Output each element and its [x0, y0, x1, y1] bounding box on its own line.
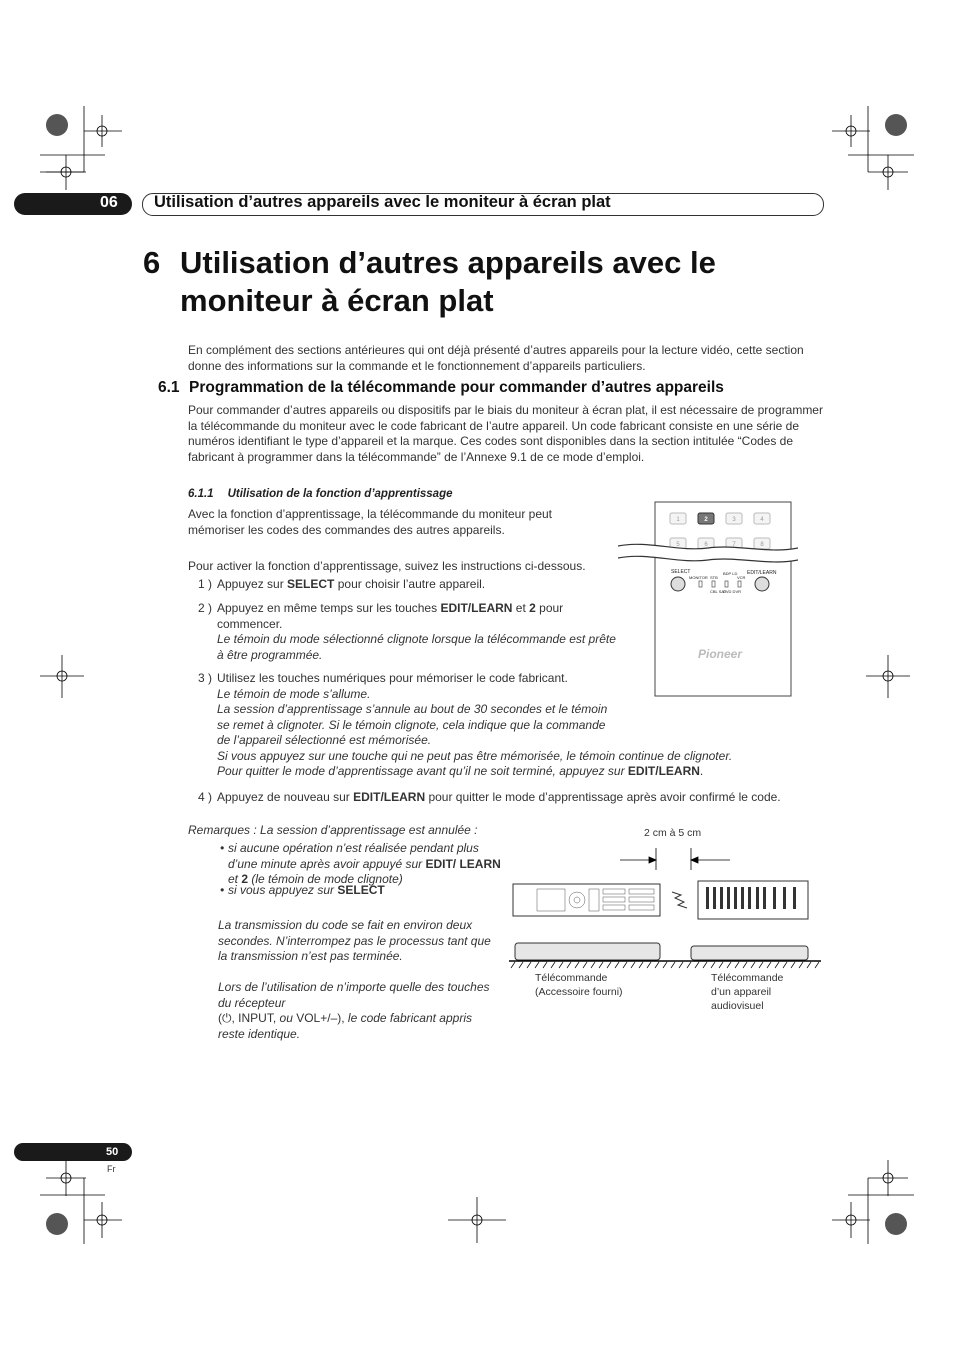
key-1: 1: [676, 517, 680, 523]
subsection-number: 6.1.1: [188, 488, 214, 500]
subsection-text-2: Pour activer la fonction d’apprentissage, suivez les instructions ci-dessous.: [188, 559, 586, 573]
remark-text: Lors de l’utilisation de n’importe quelle des touches du récepteur: [218, 980, 490, 1010]
page-language: Fr: [107, 1164, 116, 1174]
label-supplied-remote: Télécommande (Accessoire fourni): [535, 972, 623, 998]
select-label: SELECT: [671, 569, 691, 575]
subsection-heading: [188, 488, 453, 500]
key-3: 3: [732, 517, 736, 523]
key-name: EDIT/LEARN: [440, 601, 513, 615]
step-number: 2 ): [198, 601, 213, 615]
label-av-remote: Télécommande d’un appareil audiovisuel: [711, 972, 784, 1012]
subsection-text-1: Avec la fonction d’apprentissage, la télécommande du moniteur peut mémoriser les codes des commandes des autres appareils.: [188, 507, 553, 537]
mode-vcr: VCR: [737, 575, 746, 580]
key-8: 8: [760, 542, 764, 548]
step-text: Appuyez sur: [217, 577, 288, 591]
remark-text: VOL+/–),: [292, 1011, 348, 1025]
step-text: pour choisir l’autre appareil.: [334, 577, 486, 591]
step-text: pour quitter le mode d’apprentissage après avoir confirmé le code.: [425, 790, 781, 804]
header-title: Utilisation d’autres appareils avec le moniteur à écran plat: [154, 193, 611, 211]
title-text: Utilisation d’autres appareils avec le moniteur à écran plat: [180, 245, 716, 318]
remark-text: (: [218, 1011, 222, 1025]
step-note: Le témoin de mode s’allume.: [217, 686, 371, 701]
key-2: 2: [704, 517, 708, 523]
key-4: 4: [760, 517, 764, 523]
remark-text: ou: [279, 1011, 293, 1025]
key-7: 7: [732, 542, 736, 548]
remark-text: le code fabricant appris reste identique.: [218, 1011, 472, 1041]
section-title: Programmation de la télécommande pour commander d’autres appareils: [189, 379, 724, 396]
remote-control-illustration: [618, 500, 798, 700]
mode-stb: STB: [710, 575, 718, 580]
step-note: Si vous appuyez sur une touche qui ne peut pas être mémorisée, le témoin continue de clignoter.: [217, 748, 733, 763]
key-name: 2: [529, 601, 536, 615]
page-number: 50: [106, 1146, 119, 1158]
step-number: 4 ): [198, 790, 213, 804]
edit-learn-label: EDIT/LEARN: [747, 570, 777, 576]
key-name: EDIT/LEARN: [353, 790, 426, 804]
key-5: 5: [676, 542, 680, 548]
step-number: 1 ): [198, 577, 213, 591]
step-note: Pour quitter le mode d’apprentissage avant qu’il ne soit terminé, appuyez sur: [217, 764, 628, 778]
distance-label: 2 cm à 5 cm: [644, 827, 702, 839]
remark-text: et: [228, 872, 242, 886]
chapter-number: 06: [100, 194, 118, 211]
remark-text: si vous appuyez sur: [228, 883, 338, 897]
subsection-title: Utilisation de la fonction d’apprentissage: [227, 488, 453, 500]
remark-bullet-2: • si vous appuyez sur SELECT: [220, 883, 385, 897]
step-text: Utilisez les touches numériques pour mémoriser le code fabricant.: [217, 671, 568, 685]
remark-text: (le témoin de mode clignote): [248, 872, 403, 886]
mode-dvd-dvr: DVD DVR: [723, 589, 742, 594]
remark-text: si aucune opération n’est réalisée pendant plus d’une minute après avoir appuyé sur: [228, 841, 479, 871]
mode-monitor: MONITOR: [689, 575, 708, 580]
pioneer-logo: Pioneer: [697, 647, 743, 661]
distance-diagram: [505, 840, 825, 970]
remark-text: , INPUT,: [231, 1011, 280, 1025]
remark-paragraph-1: La transmission du code se fait en environ deux secondes. N’interrompez pas le processus tant que la transmission n’est pas terminée.: [218, 918, 491, 963]
step-note: .: [699, 764, 704, 778]
remark-paragraph-2: [218, 980, 500, 1042]
step-note: La session d’apprentissage s’annule au bout de 30 secondes et le témoin se remet à clignoter. Si le témoin clignote, cela indique que la commande de l’appareil sélectionné est mémorisée.: [217, 702, 608, 747]
mode-cbl-sat: CBL SAT: [710, 589, 727, 594]
key-name: EDIT/LEARN: [627, 764, 700, 778]
key-name: 2: [241, 872, 249, 886]
remark-bullet-1: • si aucune opération n’est réalisée pendant plus d’une minute après avoir appuyé sur EDIT/ LEARN et 2 (le témoin de mode clignote): [220, 841, 501, 886]
step-number: 3 ): [198, 671, 213, 685]
key-name: SELECT: [287, 577, 335, 591]
key-name: EDIT/ LEARN: [425, 856, 501, 871]
step-text: Appuyez de nouveau sur: [217, 790, 354, 804]
step-text: Appuyez en même temps sur les touches: [217, 601, 441, 615]
title-number: 6: [143, 245, 161, 280]
mode-bdp: BDP LD: [723, 571, 738, 576]
step-note: Le témoin du mode sélectionné clignote lorsque la télécommande est prête à être programmée.: [217, 632, 616, 662]
key-name: SELECT: [337, 883, 385, 897]
step-text: pour commencer.: [217, 601, 564, 631]
step-text: et: [512, 601, 530, 615]
section-number: 6.1: [158, 379, 180, 396]
intro-paragraph: En complément des sections antérieures qui ont déjà présenté d’autres appareils pour la lecture vidéo, cette section donne des informations sur la commande et le fonctionnement d’appareils particuliers.: [188, 343, 804, 373]
section-paragraph: Pour commander d’autres appareils ou dispositifs par le biais du moniteur à écran plat, il est nécessaire de programmer la télécommande du moniteur avec le code fabricant de l’autre appareil. Un code fabricant consiste en une série de numéros identifiant le type d’appareil et la marque. Ces codes sont disponibles dans la section intitulée “Codes de fabricant à programmer dans la télécommande” de l’Annexe 9.1 de ce mode d’emploi.: [188, 403, 823, 464]
remarks-title: Remarques : La session d’apprentissage est annulée :: [188, 823, 478, 837]
power-icon: ⏻: [222, 1011, 232, 1025]
key-6: 6: [704, 542, 708, 548]
